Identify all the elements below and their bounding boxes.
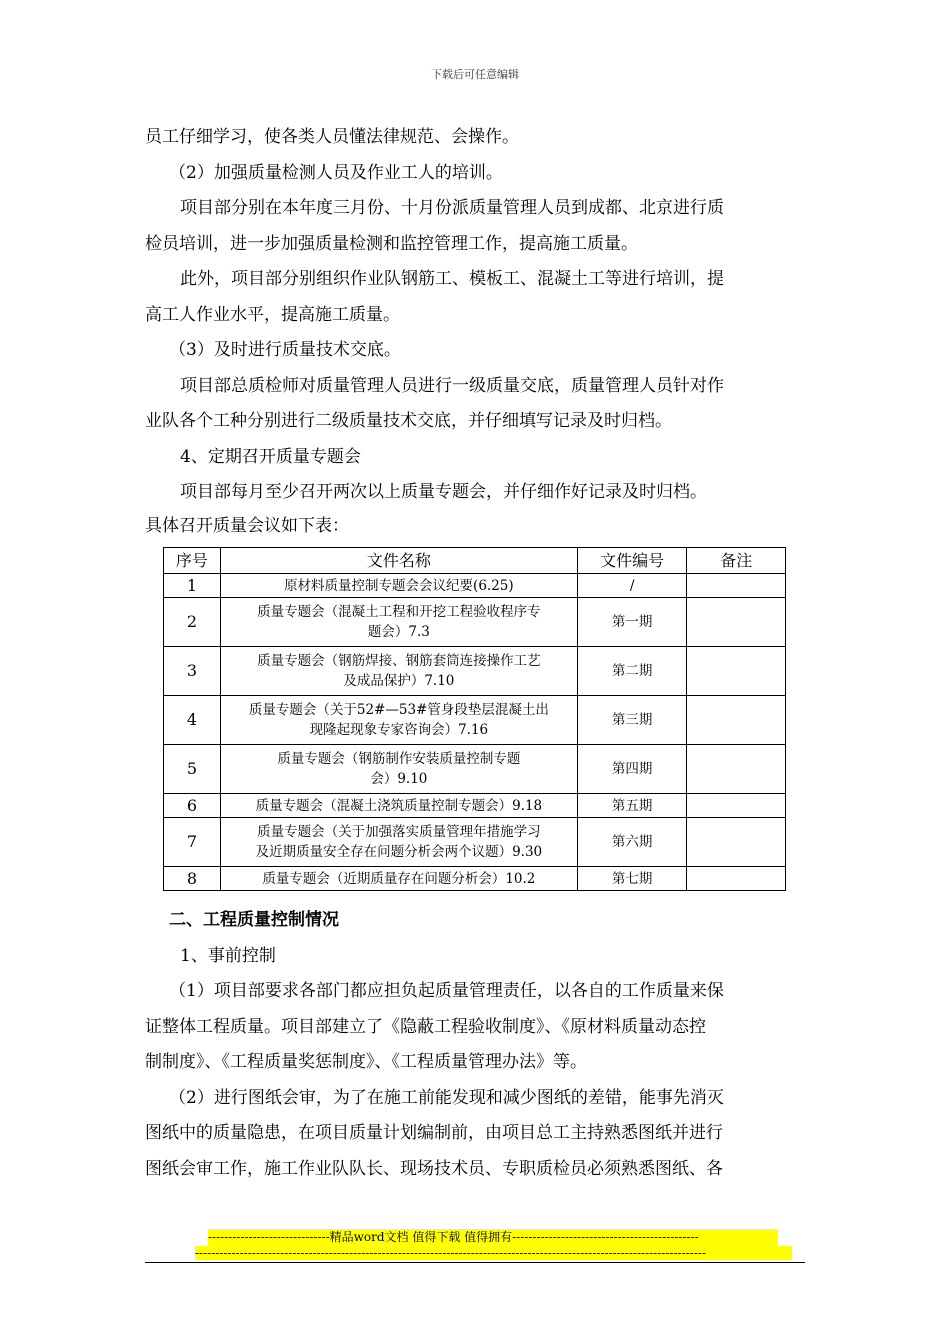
subheading-1: 1、事前控制 [180,945,276,966]
table-row [164,745,786,794]
name-line: 原材料质量控制专题会会议纪要(6.25) [284,577,514,594]
footer-banner-line1: ------------------------------精品word文档 值得下载 值得拥有---------------------------------------------- [208,1229,778,1245]
meeting-table [163,547,786,891]
cell-no: 1 [164,574,221,598]
paragraph-line: 证整体工程质量。项目部建立了《隐蔽工程验收制度》、《原材料质量动态控 [145,1016,706,1037]
table-row [164,598,786,647]
name-line: 质量专题会（关于52#—53#管身段垫层混凝土出 [248,702,549,718]
cell-code: 第一期 [577,598,686,647]
paragraph-line: 项目部每月至少召开两次以上质量专题会，并仔细作好记录及时归档。 [180,482,707,502]
table-intro: 具体召开质量会议如下表： [145,515,349,536]
name-line: 现隆起现象专家咨询会）7.16 [309,722,489,738]
cell-code: / [577,574,686,598]
cell-code: 第三期 [577,696,686,745]
col-header-name: 文件名称 [220,548,577,574]
cell-note [687,598,786,647]
col-header-no: 序号 [164,548,221,574]
cell-no: 5 [164,745,221,794]
paragraph-line: 制制度》、《工程质量奖惩制度》、《工程质量管理办法》等。 [145,1052,587,1072]
name-line: 会）9.10 [370,771,428,787]
name-line: 质量专题会（混凝土工程和开挖工程验收程序专 [257,604,541,620]
cell-note [687,867,786,891]
col-header-code: 文件编号 [577,548,686,574]
name-line: 质量专题会（钢筋制作安装质量控制专题 [277,751,521,767]
cell-note [687,574,786,598]
paragraph-line: 员工仔细学习，使各类人员懂法律规范、会操作。 [145,127,519,147]
paragraph-line: 图纸会审工作，施工作业队队长、现场技术员、专职质检员必须熟悉图纸、各 [145,1158,723,1179]
table-row [164,867,786,891]
paragraph-line: （2）加强质量检测人员及作业工人的培训。 [169,162,503,183]
cell-name [220,696,577,745]
paragraph-line: （3）及时进行质量技术交底。 [169,340,401,360]
table-row [164,574,786,598]
subheading-4: 4、定期召开质量专题会 [180,446,361,467]
table-row [164,696,786,745]
cell-note [687,794,786,818]
cell-name [220,867,577,891]
paragraph-line: （1）项目部要求各部门都应担负起质量管理责任，以各自的工作质量来保 [169,981,724,1001]
paragraph-line: 此外，项目部分别组织作业队钢筋工、模板工、混凝土工等进行培训，提 [180,269,724,289]
cell-name [220,647,577,696]
cell-no: 8 [164,867,221,891]
cell-name [220,598,577,647]
section-heading: 二、工程质量控制情况 [169,910,339,930]
cell-no: 7 [164,818,221,867]
name-line: 及近期质量安全存在问题分析会两个议题）9.30 [255,844,543,860]
cell-no: 2 [164,598,221,647]
paragraph-line: 高工人作业水平，提高施工质量。 [145,304,400,325]
cell-name [220,818,577,867]
table-row [164,818,786,867]
cell-code: 第六期 [577,818,686,867]
body-section-2 [145,903,805,1187]
cell-name [220,794,577,818]
paragraph-line: 业队各个工种分别进行二级质量技术交底，并仔细填写记录及时归档。 [145,411,672,431]
paragraph-line: 项目部总质检师对质量管理人员进行一级质量交底，质量管理人员针对作 [180,375,724,396]
cell-note [687,696,786,745]
col-header-note: 备注 [687,548,786,574]
body-top [145,120,805,541]
name-line: 质量专题会（近期质量存在问题分析会）10.2 [262,870,536,887]
cell-code: 第二期 [577,647,686,696]
cell-name [220,574,577,598]
paragraph-line: 项目部分别在本年度三月份、十月份派质量管理人员到成都、北京进行质 [180,198,724,218]
name-line: 质量专题会（关于加强落实质量管理年措施学习 [257,824,541,840]
cell-no: 6 [164,794,221,818]
table-row [164,647,786,696]
table-row [164,794,786,818]
cell-note [687,745,786,794]
paragraph-line: 图纸中的质量隐患，在项目质量计划编制前，由项目总工主持熟悉图纸并进行 [145,1123,723,1143]
cell-code: 第四期 [577,745,686,794]
footer-banner-line2: ------------------------------------------------------------------------------------------------------------------------------ [195,1246,792,1260]
name-line: 质量专题会（混凝土浇筑质量控制专题会）9.18 [255,797,543,814]
cell-no: 3 [164,647,221,696]
table-header-row [164,548,786,574]
cell-no: 4 [164,696,221,745]
name-line: 及成品保护）7.10 [343,673,455,689]
footer-rule [145,1262,805,1263]
paragraph-line: （2）进行图纸会审，为了在施工前能发现和减少图纸的差错，能事先消灭 [169,1087,724,1108]
cell-name [220,745,577,794]
page-header-note: 下载后可任意编辑 [431,68,519,81]
cell-note [687,818,786,867]
name-line: 质量专题会（钢筋焊接、钢筋套筒连接操作工艺 [257,653,541,669]
paragraph-line: 检员培训，进一步加强质量检测和监控管理工作，提高施工质量。 [145,233,638,254]
cell-code: 第五期 [577,794,686,818]
cell-code: 第七期 [577,867,686,891]
cell-note [687,647,786,696]
name-line: 题会）7.3 [367,624,430,640]
